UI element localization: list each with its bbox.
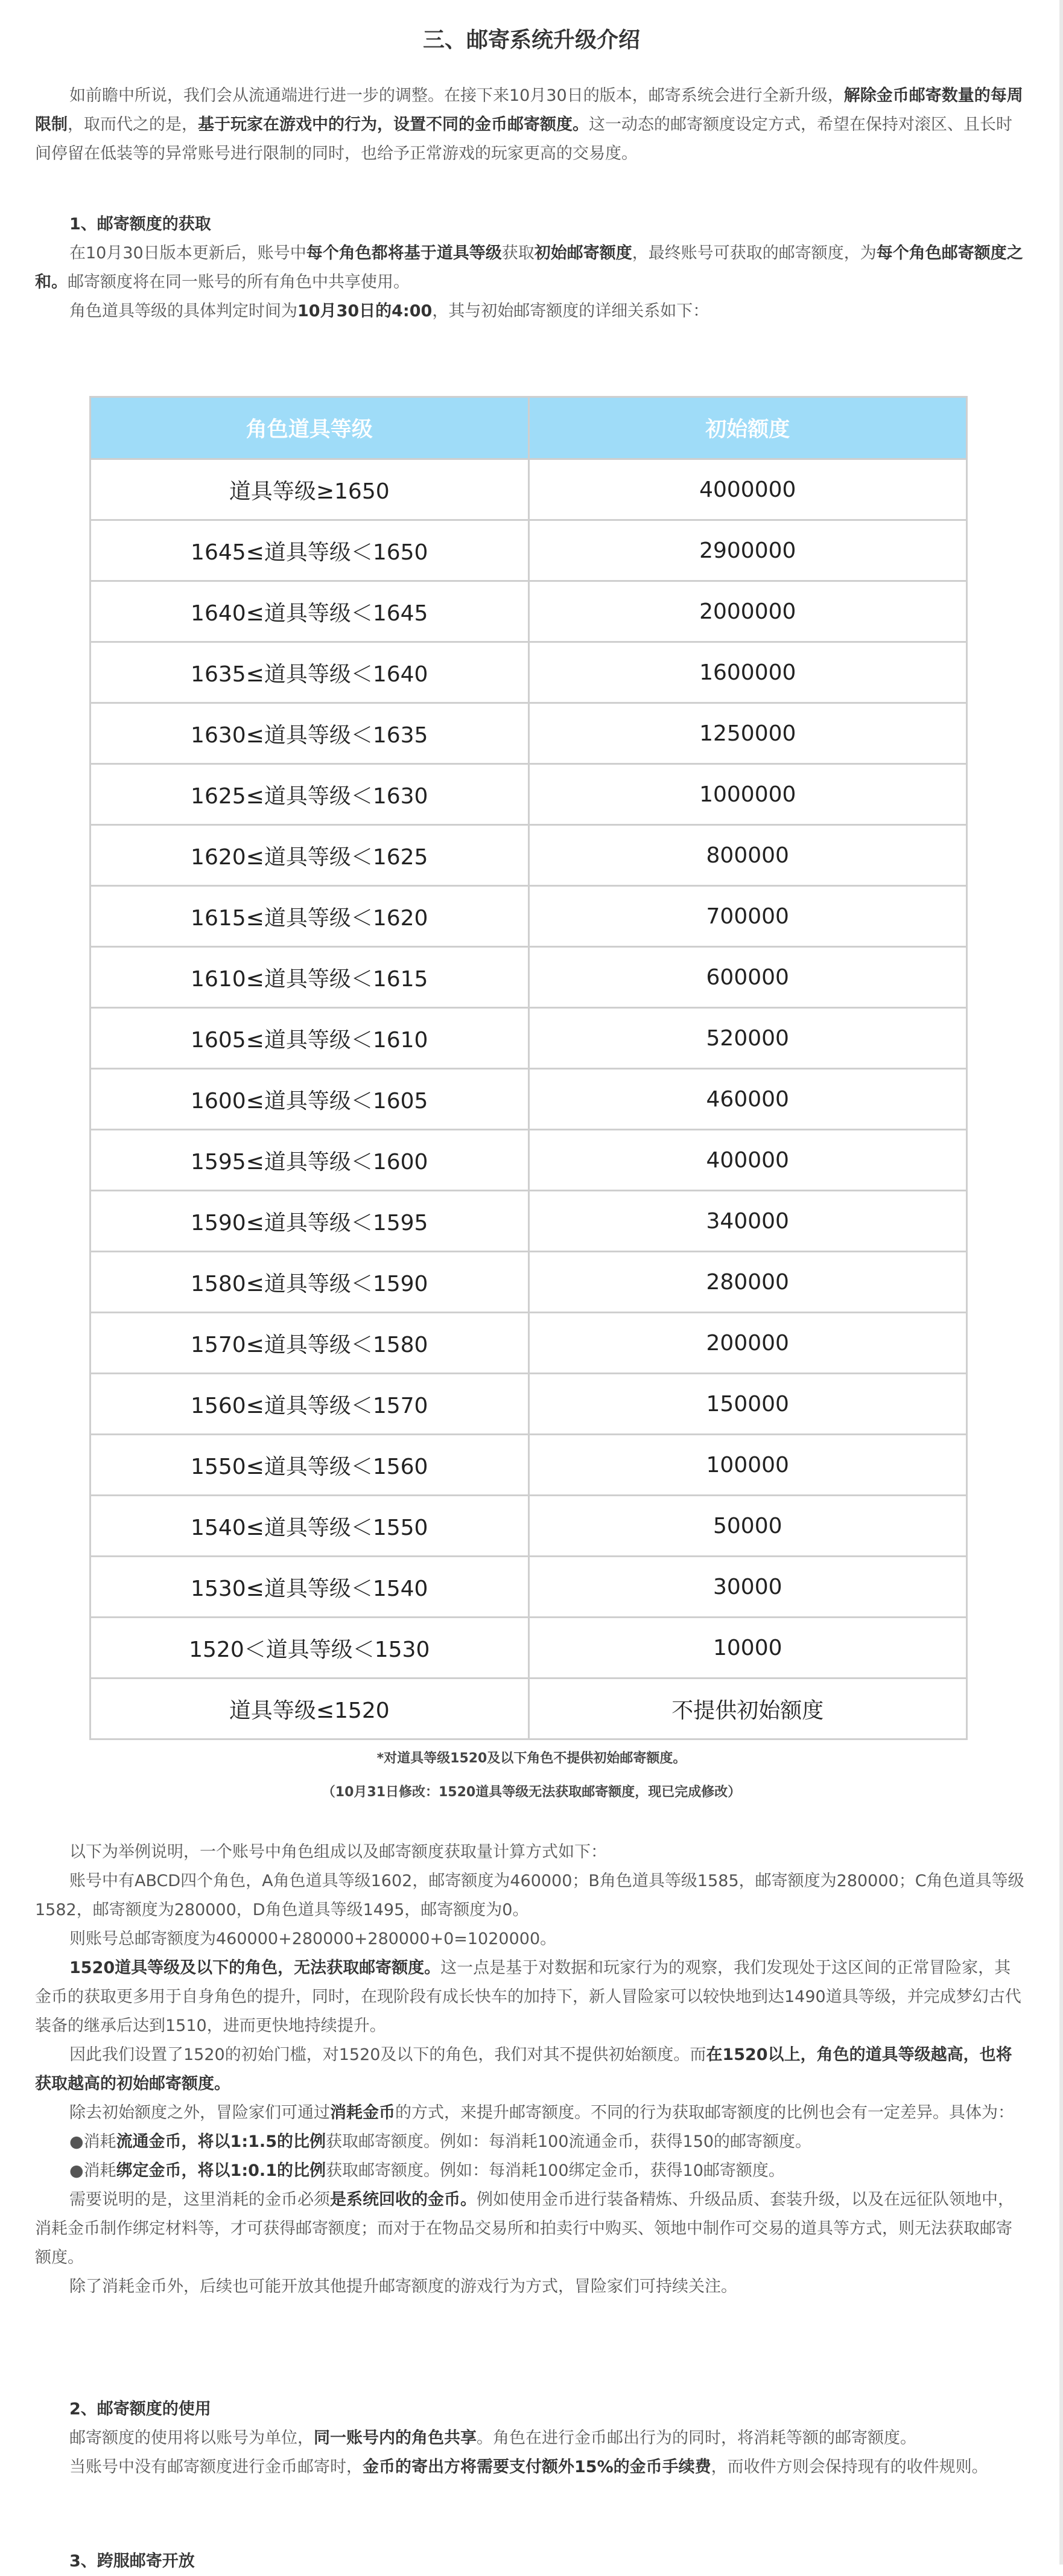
section-1-paragraph-2: 角色道具等级的具体判定时间为10月30日的4:00，其与初始邮寄额度的详细关系如下：	[69, 302, 709, 320]
level-range-cell: 1540≤道具等级＜1550	[90, 1496, 529, 1557]
table-revision-note: （10月31日修改：1520道具等级无法获取邮寄额度，现已完成修改）	[322, 1785, 741, 1800]
initial-quota-cell: 2000000	[528, 581, 967, 642]
table-row	[90, 1008, 967, 1069]
table-row	[90, 459, 967, 520]
level-range-cell: 1620≤道具等级＜1625	[90, 825, 529, 886]
table-row	[90, 1069, 967, 1130]
level-range-cell: 1600≤道具等级＜1605	[90, 1069, 529, 1130]
section-3-heading: 3、跨服邮寄开放	[69, 2552, 195, 2571]
section-2-heading: 2、邮寄额度的使用	[69, 2400, 211, 2418]
initial-quota-cell: 不提供初始额度	[528, 1679, 967, 1739]
initial-quota-cell: 1600000	[528, 642, 967, 703]
table-row	[90, 1557, 967, 1618]
level-range-cell: 1590≤道具等级＜1595	[90, 1191, 529, 1252]
level-range-cell: 1630≤道具等级＜1635	[90, 703, 529, 764]
initial-quota-cell: 800000	[528, 825, 967, 886]
table-row	[90, 1313, 967, 1374]
initial-quota-cell: 460000	[528, 1069, 967, 1130]
initial-quota-cell: 520000	[528, 1008, 967, 1069]
future-methods-note: 除了消耗金币外，后续也可能开放其他提升邮寄额度的游戏行为方式，冒险家们可持续关注。	[69, 2277, 737, 2296]
initial-quota-cell: 200000	[528, 1313, 967, 1374]
bullet-tradable-gold: ●消耗流通金币，将以1:1.5的比例获取邮寄额度。例如：每消耗100流通金币，获得150的邮寄额度。	[69, 2132, 812, 2151]
page-title: 三、邮寄系统升级介绍	[422, 28, 640, 53]
level-range-cell: 1520＜道具等级＜1530	[90, 1618, 529, 1679]
section-2-paragraph-1: 邮寄额度的使用将以账号为单位，同一账号内的角色共享。角色在进行金币邮出行为的同时，将消耗等额的邮寄额度。	[69, 2429, 916, 2447]
section-1-heading: 1、邮寄额度的获取	[69, 215, 211, 234]
section-3	[35, 2547, 1024, 2576]
section-1-paragraph-1: 在10月30日版本更新后，账号中每个角色都将基于道具等级获取初始邮寄额度，最终账号可获取的邮寄额度，为每个角色邮寄额度之和。邮寄额度将在同一账号的所有角色中共享使用。	[35, 244, 1023, 292]
level-range-cell: 道具等级≤1520	[90, 1679, 529, 1739]
section-2	[35, 2395, 1024, 2482]
table-row	[90, 764, 967, 825]
table-row	[90, 581, 967, 642]
intro-section	[35, 81, 1024, 168]
initial-quota-cell: 400000	[528, 1130, 967, 1191]
intro-paragraph: 如前瞻中所说，我们会从流通端进行进一步的调整。在接下来10月30日的版本，邮寄系统会进行全新升级，解除金币邮寄数量的每周限制，取而代之的是，基于玩家在游戏中的行为，设置不同的金币邮寄额度。这一动态的邮寄额度设定方式，希望在保持对滚区、且长时间停留在低装等的异常账号进行限制的同时，也给予正常游戏的玩家更高的交易度。	[35, 86, 1023, 163]
system-recycle-note: 需要说明的是，这里消耗的金币必须是系统回收的金币。例如使用金币进行装备精炼、升级品质、套装升级，以及在远征队领地中，消耗金币制作绑定材料等，才可获得邮寄额度；而对于在物品交易所和拍卖行中购买、领地中制作可交易的道具等方式，则无法获取邮寄额度。	[35, 2190, 1014, 2267]
level-range-cell: 1530≤道具等级＜1540	[90, 1557, 529, 1618]
table-row	[90, 1496, 967, 1557]
example-total: 则账号总邮寄额度为460000+280000+280000+0=1020000。	[69, 1930, 557, 1948]
table-header-row	[90, 397, 967, 459]
initial-quota-cell: 2900000	[528, 520, 967, 581]
table-note: *对道具等级1520及以下角色不提供初始邮寄额度。	[376, 1751, 687, 1766]
table-row	[90, 1679, 967, 1739]
table-row	[90, 703, 967, 764]
section-2-paragraph-2: 当账号中没有邮寄额度进行金币邮寄时，金币的寄出方将需要支付额外15%的金币手续费，而收件方则会保持现有的收件规则。	[69, 2458, 988, 2476]
example-accounts: 账号中有ABCD四个角色，A角色道具等级1602，邮寄额度为460000；B角色道具等级1585，邮寄额度为280000；C角色道具等级1582，邮寄额度为280000，D角色道具等级1495，邮寄额度为0。	[35, 1872, 1024, 1919]
level-range-cell: 1570≤道具等级＜1580	[90, 1313, 529, 1374]
level-range-cell: 1640≤道具等级＜1645	[90, 581, 529, 642]
column-header-quota: 初始额度	[528, 397, 967, 459]
table-row	[90, 1374, 967, 1435]
table-row	[90, 886, 967, 947]
threshold-conclusion: 因此我们设置了1520的初始门槛，对1520及以下的角色，我们对其不提供初始额度。而在1520以上，角色的道具等级越高，也将获取越高的初始邮寄额度。	[35, 2045, 1012, 2093]
initial-quota-cell: 600000	[528, 947, 967, 1008]
bullet-bound-gold: ●消耗绑定金币，将以1:0.1的比例获取邮寄额度。例如：每消耗100绑定金币，获得10邮寄额度。	[69, 2161, 785, 2180]
table-row	[90, 947, 967, 1008]
initial-quota-cell: 1250000	[528, 703, 967, 764]
initial-quota-cell: 700000	[528, 886, 967, 947]
level-range-cell: 1645≤道具等级＜1650	[90, 520, 529, 581]
example-section	[35, 1838, 1024, 2301]
table-body	[90, 459, 967, 1739]
initial-quota-cell: 4000000	[528, 459, 967, 520]
level-range-cell: 1610≤道具等级＜1615	[90, 947, 529, 1008]
table-row	[90, 825, 967, 886]
table-row	[90, 1130, 967, 1191]
example-intro: 以下为举例说明，一个账号中角色组成以及邮寄额度获取量计算方式如下：	[69, 1843, 607, 1861]
mail-quota-table	[89, 396, 968, 1740]
level-range-cell: 道具等级≥1650	[90, 459, 529, 520]
column-header-level: 角色道具等级	[90, 397, 529, 459]
table-row	[90, 1252, 967, 1313]
level-range-cell: 1550≤道具等级＜1560	[90, 1435, 529, 1496]
initial-quota-cell: 30000	[528, 1557, 967, 1618]
page-right-border	[1059, 0, 1063, 2565]
section-1	[35, 210, 1024, 326]
initial-quota-cell: 340000	[528, 1191, 967, 1252]
initial-quota-cell: 100000	[528, 1435, 967, 1496]
level-range-cell: 1580≤道具等级＜1590	[90, 1252, 529, 1313]
threshold-explanation: 1520道具等级及以下的角色，无法获取邮寄额度。这一点是基于对数据和玩家行为的观察，我们发现处于这区间的正常冒险家，其金币的获取更多用于自身角色的提升，同时，在现阶段有成长快车的加持下，新人冒险家可以较快地到达1490道具等级，并完成梦幻古代装备的继承后达到1510，进而更快地持续提升。	[35, 1959, 1021, 2035]
initial-quota-cell: 50000	[528, 1496, 967, 1557]
table-row	[90, 520, 967, 581]
level-range-cell: 1595≤道具等级＜1600	[90, 1130, 529, 1191]
level-range-cell: 1625≤道具等级＜1630	[90, 764, 529, 825]
initial-quota-cell: 10000	[528, 1618, 967, 1679]
level-range-cell: 1560≤道具等级＜1570	[90, 1374, 529, 1435]
table-row	[90, 1435, 967, 1496]
initial-quota-cell: 1000000	[528, 764, 967, 825]
table-row	[90, 642, 967, 703]
gold-consumption-intro: 除去初始额度之外，冒险家们可通过消耗金币的方式，来提升邮寄额度。不同的行为获取邮寄额度的比例也会有一定差异。具体为：	[69, 2103, 1014, 2122]
table-row	[90, 1191, 967, 1252]
table-row	[90, 1618, 967, 1679]
level-range-cell: 1615≤道具等级＜1620	[90, 886, 529, 947]
level-range-cell: 1635≤道具等级＜1640	[90, 642, 529, 703]
initial-quota-cell: 280000	[528, 1252, 967, 1313]
level-range-cell: 1605≤道具等级＜1610	[90, 1008, 529, 1069]
initial-quota-cell: 150000	[528, 1374, 967, 1435]
